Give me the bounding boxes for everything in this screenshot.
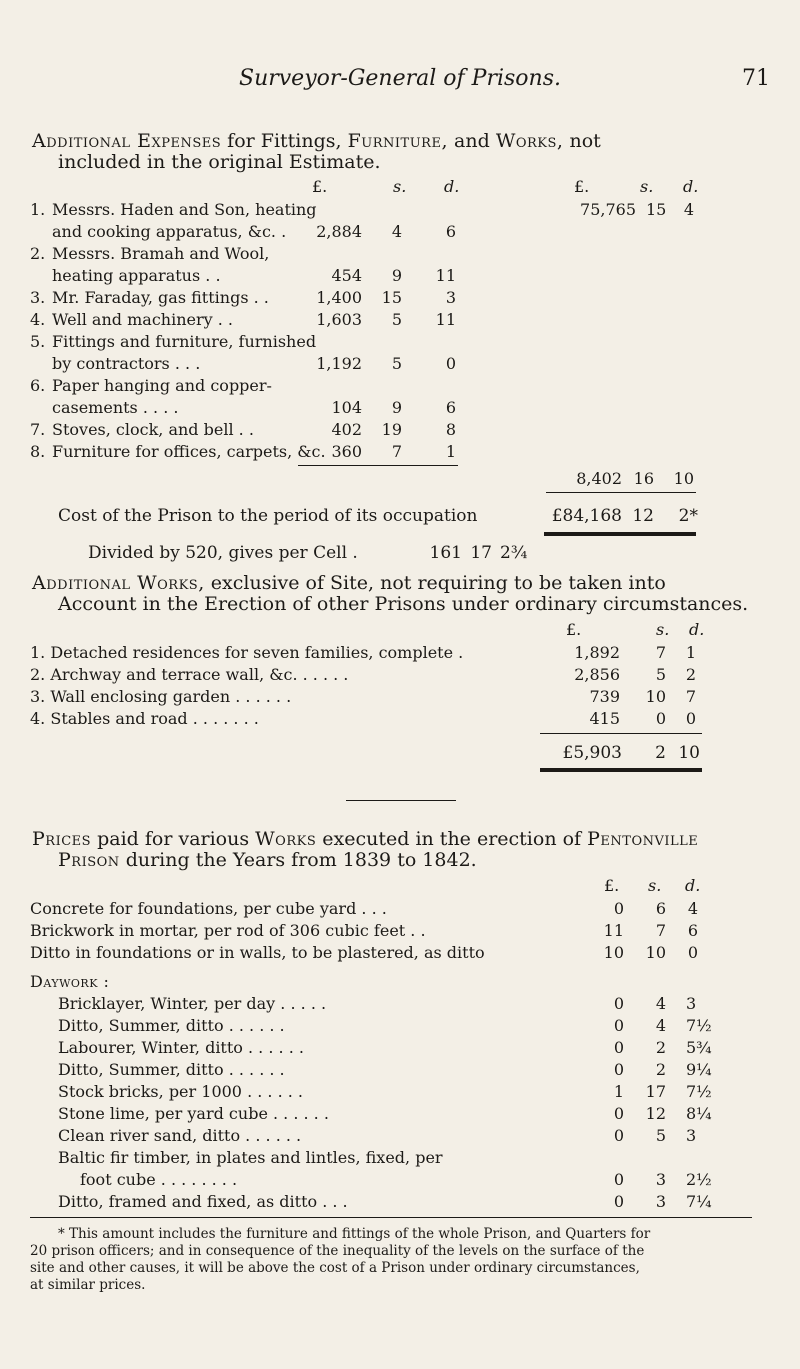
heading-part: during the Years from 1839 to 1842. <box>119 849 477 871</box>
daywork-pounds: 0 <box>613 994 624 1013</box>
daywork-pounds: 0 <box>613 1192 624 1211</box>
price-pounds: 11 <box>603 921 624 940</box>
per-cell-pence: 2¾ <box>500 543 528 563</box>
per-cell-shillings: 17 <box>470 543 492 563</box>
daywork-label-item: foot cube . . . . . . . . <box>80 1170 238 1189</box>
divided-label: Divided by 520, gives per Cell . <box>88 543 358 563</box>
daywork-pence: 3 <box>686 1126 697 1145</box>
carried-pence: 4 <box>683 200 694 219</box>
col-shillings: s. <box>656 620 670 639</box>
item-pence: 11 <box>435 266 456 285</box>
section1-heading <box>32 131 601 152</box>
subtotal-pounds: 8,402 <box>576 469 622 488</box>
item-number: 3. <box>30 288 46 307</box>
item-shillings: 10 <box>645 687 666 706</box>
item-pounds: 104 <box>331 398 362 417</box>
daywork-shillings: 4 <box>655 1016 666 1035</box>
daywork-shillings: 2 <box>655 1060 666 1079</box>
daywork-shillings: 12 <box>645 1104 666 1123</box>
item-pounds: 454 <box>331 266 362 285</box>
col2-shillings: s. <box>640 177 654 196</box>
item-pence: 7 <box>685 687 696 706</box>
total-pounds: £5,903 <box>562 743 622 763</box>
total-shillings: 2 <box>655 743 666 763</box>
item-label: 3. Wall enclosing garden . . . . . . <box>30 687 292 706</box>
heading-part: and <box>448 130 496 152</box>
item-shillings: 7 <box>655 643 666 662</box>
heading-part: Works, <box>495 130 564 152</box>
item-pounds: 1,400 <box>316 288 362 307</box>
item-pounds: 360 <box>331 442 362 461</box>
item-pence: 8 <box>445 420 456 439</box>
section1-heading-line2: included in the original Estimate. <box>58 151 381 173</box>
subtotal-rule <box>298 465 458 466</box>
daywork-label-item: Bricklayer, Winter, per day . . . . . <box>58 994 327 1013</box>
daywork-pounds: 0 <box>613 1038 624 1057</box>
heading-part: Pentonville <box>587 828 699 850</box>
daywork-pounds: 0 <box>613 1016 624 1035</box>
heading-part: Additional Expenses <box>32 130 222 152</box>
section2-heading-line2: Account in the Erection of other Prisons under ordinary circumstances. <box>58 593 749 615</box>
footnote-line: 20 prison officers; and in consequence of the inequality of the levels on the surface of the <box>30 1243 645 1259</box>
item-pence: 2 <box>685 665 696 684</box>
item-label: Paper hanging and copper- <box>52 376 272 395</box>
item-pence: 6 <box>445 222 456 241</box>
footnote-line: at similar prices. <box>30 1277 146 1293</box>
price-pounds: 10 <box>603 943 624 962</box>
heading-part: Prison <box>58 849 120 871</box>
cost-label: Cost of the Prison to the period of its occupation <box>58 506 478 526</box>
col-shillings: s. <box>648 876 662 895</box>
item-pence: 0 <box>685 709 696 728</box>
price-shillings: 6 <box>655 899 666 918</box>
daywork-pounds: 0 <box>613 1060 624 1079</box>
item-label: and cooking apparatus, &c. . <box>52 222 287 241</box>
daywork-label-item: Ditto, framed and fixed, as ditto . . . <box>58 1192 348 1211</box>
section3-heading <box>32 829 698 850</box>
section2-heading <box>32 573 666 594</box>
daywork-pence: 9¼ <box>686 1060 712 1079</box>
daywork-label: Daywork : <box>30 972 110 991</box>
item-label: Mr. Faraday, gas fittings . . <box>52 288 269 307</box>
carried-pounds: 75,765 <box>580 200 636 219</box>
total-rule <box>540 733 702 734</box>
heading-part: Prices <box>32 828 92 850</box>
item-number: 6. <box>30 376 46 395</box>
running-header: Surveyor-General of Prisons. <box>239 66 561 91</box>
item-label: Furniture for offices, carpets, &c. <box>52 442 326 461</box>
item-shillings: 0 <box>655 709 666 728</box>
item-pounds: 1,892 <box>574 643 620 662</box>
page-number: 71 <box>742 66 770 91</box>
item-shillings: 15 <box>381 288 402 307</box>
item-pence: 3 <box>445 288 456 307</box>
item-label: Stoves, clock, and bell . . <box>52 420 254 439</box>
col-shillings: s. <box>393 177 407 196</box>
item-label: Messrs. Haden and Son, heating <box>52 200 317 219</box>
col-pence: d. <box>685 876 701 895</box>
cost-shillings: 12 <box>632 506 654 526</box>
daywork-label-item: Labourer, Winter, ditto . . . . . . <box>58 1038 304 1057</box>
heading-part: not <box>563 130 601 152</box>
item-label: Fittings and furniture, furnished <box>52 332 317 351</box>
col2-pounds: £. <box>574 177 590 196</box>
item-pence: 1 <box>445 442 456 461</box>
daywork-pounds: 0 <box>613 1104 624 1123</box>
section3-heading-line2 <box>58 850 477 871</box>
daywork-pence: 3 <box>686 994 697 1013</box>
subtotal-rule <box>546 492 696 493</box>
col2-pence: d. <box>683 177 699 196</box>
price-label: Ditto in foundations or in walls, to be plastered, as ditto <box>30 943 485 962</box>
daywork-shillings: 17 <box>645 1082 666 1101</box>
daywork-shillings: 5 <box>655 1126 666 1145</box>
item-shillings: 7 <box>391 442 402 461</box>
daywork-pounds: 0 <box>613 1170 624 1189</box>
item-pounds: 402 <box>331 420 362 439</box>
item-shillings: 4 <box>391 222 402 241</box>
footnote-line: * This amount includes the furniture and fittings of the whole Prison, and Quarters for <box>58 1226 651 1242</box>
daywork-label-item: Stock bricks, per 1000 . . . . . . <box>58 1082 304 1101</box>
heading-part: exclusive of Site, not requiring to be taken into <box>204 572 666 594</box>
item-shillings: 9 <box>391 266 402 285</box>
daywork-pence: 2½ <box>686 1170 712 1189</box>
item-pounds: 1,603 <box>316 310 362 329</box>
price-pence: 4 <box>687 899 698 918</box>
total-pence: 10 <box>678 743 700 763</box>
cost-pence: 2* <box>678 506 698 526</box>
daywork-pounds: 1 <box>613 1082 624 1101</box>
item-label: Well and machinery . . <box>52 310 233 329</box>
item-pence: 1 <box>685 643 696 662</box>
heading-part: Furniture, <box>347 130 448 152</box>
daywork-pence: 7½ <box>686 1016 712 1035</box>
item-pounds: 2,856 <box>574 665 620 684</box>
carried-shillings: 15 <box>646 200 667 219</box>
heading-part: Additional Works, <box>32 572 205 594</box>
subtotal-shillings: 16 <box>633 469 654 488</box>
item-pounds: 2,884 <box>316 222 362 241</box>
daywork-shillings: 2 <box>655 1038 666 1057</box>
item-shillings: 5 <box>655 665 666 684</box>
col-pounds: £. <box>604 876 620 895</box>
daywork-pence: 8¼ <box>686 1104 712 1123</box>
daywork-shillings: 4 <box>655 994 666 1013</box>
heading-part: executed in the erection of <box>316 828 588 850</box>
footnote-line: site and other causes, it will be above the cost of a Prison under ordinary circumstances, <box>30 1260 640 1276</box>
item-pounds: 739 <box>589 687 620 706</box>
cost-pounds: £84,168 <box>551 506 622 526</box>
daywork-label-item: Ditto, Summer, ditto . . . . . . <box>58 1016 285 1035</box>
col-pence: d. <box>444 177 460 196</box>
item-number: 8. <box>30 442 46 461</box>
daywork-pence: 7½ <box>686 1082 712 1101</box>
heading-part: Works <box>255 828 317 850</box>
item-pence: 11 <box>435 310 456 329</box>
item-number: 1. <box>30 200 46 219</box>
total-rule <box>540 768 702 772</box>
item-pounds: 415 <box>589 709 620 728</box>
heading-part: for Fittings, <box>221 130 348 152</box>
col-pounds: £. <box>566 620 582 639</box>
daywork-pence: 7¼ <box>686 1192 712 1211</box>
col-pounds: £. <box>312 177 328 196</box>
item-number: 5. <box>30 332 46 351</box>
item-number: 4. <box>30 310 46 329</box>
item-label: heating apparatus . . <box>52 266 221 285</box>
daywork-pence: 5¾ <box>686 1038 712 1057</box>
footnote-rule <box>30 1217 752 1218</box>
section-divider <box>346 800 456 801</box>
daywork-pounds: 0 <box>613 1126 624 1145</box>
item-shillings: 5 <box>391 354 402 373</box>
daywork-shillings: 3 <box>655 1170 666 1189</box>
item-label: 2. Archway and terrace wall, &c. . . . . . <box>30 665 349 684</box>
item-label: casements . . . . <box>52 398 179 417</box>
heading-part: paid for various <box>91 828 256 850</box>
daywork-label-item: Stone lime, per yard cube . . . . . . <box>58 1104 329 1123</box>
per-cell-pounds: 161 <box>429 543 462 563</box>
daywork-label-item: Baltic fir timber, in plates and lintles, fixed, per <box>58 1148 443 1167</box>
item-shillings: 5 <box>391 310 402 329</box>
item-shillings: 9 <box>391 398 402 417</box>
daywork-shillings: 3 <box>655 1192 666 1211</box>
item-pence: 0 <box>445 354 456 373</box>
item-label: Messrs. Bramah and Wool, <box>52 244 270 263</box>
item-number: 7. <box>30 420 46 439</box>
subtotal-pence: 10 <box>673 469 694 488</box>
price-pence: 6 <box>687 921 698 940</box>
price-shillings: 7 <box>655 921 666 940</box>
daywork-label-item: Clean river sand, ditto . . . . . . <box>58 1126 302 1145</box>
item-label: 4. Stables and road . . . . . . . <box>30 709 259 728</box>
item-shillings: 19 <box>381 420 402 439</box>
item-pounds: 1,192 <box>316 354 362 373</box>
item-number: 2. <box>30 244 46 263</box>
col-pence: d. <box>689 620 705 639</box>
price-shillings: 10 <box>645 943 666 962</box>
item-pence: 6 <box>445 398 456 417</box>
price-pounds: 0 <box>613 899 624 918</box>
price-label: Concrete for foundations, per cube yard . . . <box>30 899 387 918</box>
item-label: by contractors . . . <box>52 354 201 373</box>
daywork-label-item: Ditto, Summer, ditto . . . . . . <box>58 1060 285 1079</box>
price-label: Brickwork in mortar, per rod of 306 cubic feet . . <box>30 921 426 940</box>
price-pence: 0 <box>687 943 698 962</box>
item-label: 1. Detached residences for seven families, complete . <box>30 643 464 662</box>
cost-rule <box>544 532 696 536</box>
